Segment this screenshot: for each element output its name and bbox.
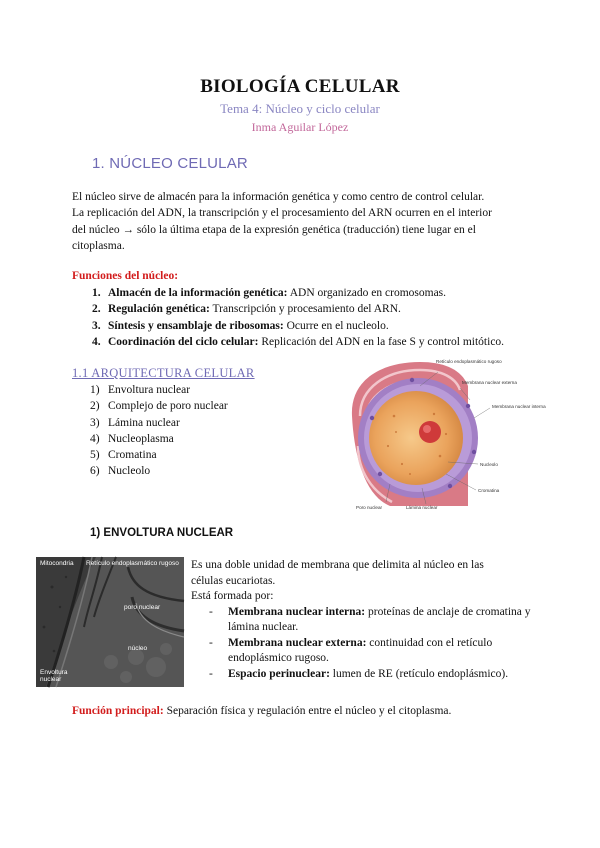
list-item xyxy=(90,447,228,463)
list-dash: - xyxy=(209,667,213,680)
intro-line: del núcleo → sólo la última etapa de la expresión genética (traducción) tiene lugar en el xyxy=(72,223,476,236)
main-function-text: Separación física y regulación entre el núcleo y el citoplasma. xyxy=(163,705,452,717)
item-number: 3. xyxy=(92,319,101,332)
list-dash: - xyxy=(209,636,213,649)
item-number: 2) xyxy=(90,400,100,413)
envelope-line: Es una doble unidad de membrana que delimita al núcleo en las xyxy=(191,559,484,571)
item-number: 3) xyxy=(90,416,100,429)
item-text: continuidad con el retículo endoplásmico rugoso. xyxy=(228,636,493,664)
list-item xyxy=(90,463,228,479)
label-inner-membrane: Membrana nuclear interna xyxy=(492,404,546,409)
nucleolus-shape xyxy=(419,421,441,443)
list-item xyxy=(90,431,228,447)
architecture-list xyxy=(90,382,228,480)
list-dash: - xyxy=(209,605,213,618)
label-nucleus: núcleo xyxy=(128,645,148,652)
item-text: Replicación del ADN en la fase S y control mitótico. xyxy=(258,335,505,348)
list-item xyxy=(92,334,504,350)
label-chromatin: Cromatina xyxy=(478,488,500,493)
micrograph-texture xyxy=(36,557,184,687)
item-number: 6) xyxy=(90,465,100,478)
item-term: Coordinación del ciclo celular: xyxy=(108,335,259,348)
nucleus-diagram-figure xyxy=(350,356,546,516)
item-term: Membrana nuclear interna: xyxy=(228,605,366,618)
envelope-description xyxy=(191,558,536,682)
list-item xyxy=(90,415,228,431)
label-rough-er: Retículo endoplasmático rugoso xyxy=(436,359,502,364)
intro-line: citoplasma. xyxy=(72,239,125,252)
label-nuclear-pore: poro nuclear xyxy=(124,604,161,611)
item-number: 4) xyxy=(90,432,100,445)
item-text: Transcripción y procesamiento del ARN. xyxy=(209,303,401,316)
label-mitochondria: Mitocondria xyxy=(40,560,74,567)
intro-line: El núcleo sirve de almacén para la información genética y como centro de control celular. xyxy=(72,191,485,203)
functions-heading: Funciones del núcleo: xyxy=(72,270,179,282)
intro-paragraph xyxy=(72,189,532,254)
intro-line: La replicación del ADN, la transcripción y el procesamiento del ARN ocurren en el interior xyxy=(72,207,492,220)
document-title: BIOLOGÍA CELULAR xyxy=(200,76,400,97)
list-item xyxy=(191,667,536,683)
envelope-line: células eucariotas. xyxy=(191,574,276,587)
label-nuclear-pore: Poro nuclear xyxy=(356,505,383,510)
functions-list xyxy=(92,285,504,350)
item-label: Lámina nuclear xyxy=(108,416,180,429)
envelope-components-list xyxy=(191,605,536,683)
item-number: 1) xyxy=(90,384,100,396)
nucleoplasm-shape xyxy=(369,391,463,485)
document-subtitle: Tema 4: Núcleo y ciclo celular xyxy=(220,101,380,116)
item-number: 1. xyxy=(92,287,101,299)
item-text: lumen de RE (retículo endoplásmico). xyxy=(329,667,509,680)
label-nuclear-lamina: Lámina nuclear xyxy=(406,505,438,510)
label-nucleolus: Nucleolo xyxy=(480,462,498,467)
list-item xyxy=(92,285,504,301)
item-term: Espacio perinuclear: xyxy=(228,667,330,680)
list-item xyxy=(90,398,228,414)
list-item xyxy=(90,382,228,398)
main-function-label: Función principal: xyxy=(72,705,164,717)
label-outer-membrane: Membrana nuclear externa xyxy=(462,380,517,385)
document-author: Inma Aguilar López xyxy=(251,120,349,134)
item-number: 5) xyxy=(90,449,100,462)
item-number: 4. xyxy=(92,335,101,348)
subsection-heading-envoltura: 1) ENVOLTURA NUCLEAR xyxy=(90,527,234,539)
item-label: Nucleolo xyxy=(108,465,151,478)
item-label: Envoltura nuclear xyxy=(108,384,191,396)
item-term: Regulación genética: xyxy=(108,303,210,316)
item-label: Nucleoplasma xyxy=(108,432,174,445)
item-term: Síntesis y ensamblaje de ribosomas: xyxy=(108,319,284,332)
section-heading-nucleo: 1. NÚCLEO CELULAR xyxy=(92,155,248,172)
label-nuclear-envelope: Envoltura nuclear xyxy=(40,669,68,683)
item-text: proteínas de anclaje de cromatina y lámina nuclear. xyxy=(228,605,531,633)
item-number: 2. xyxy=(92,303,101,316)
list-item xyxy=(92,318,504,334)
item-text: Ocurre en el nucleolo. xyxy=(283,319,389,332)
label-rough-er: Retículo endoplasmático rugoso xyxy=(86,560,179,567)
item-label: Complejo de poro nuclear xyxy=(108,400,228,413)
list-item xyxy=(191,605,536,636)
electron-micrograph xyxy=(36,557,184,687)
item-text: ADN organizado en cromosomas. xyxy=(287,287,447,299)
subsection-heading-arquitectura: 1.1 ARQUITECTURA CELULAR xyxy=(72,366,255,380)
main-function-line xyxy=(72,705,451,717)
item-term: Almacén de la información genética: xyxy=(108,287,288,299)
item-label: Cromatina xyxy=(108,449,157,462)
list-item xyxy=(92,301,504,317)
envelope-line: Está formada por: xyxy=(191,590,274,602)
item-term: Membrana nuclear externa: xyxy=(228,636,367,649)
list-item xyxy=(191,636,536,667)
